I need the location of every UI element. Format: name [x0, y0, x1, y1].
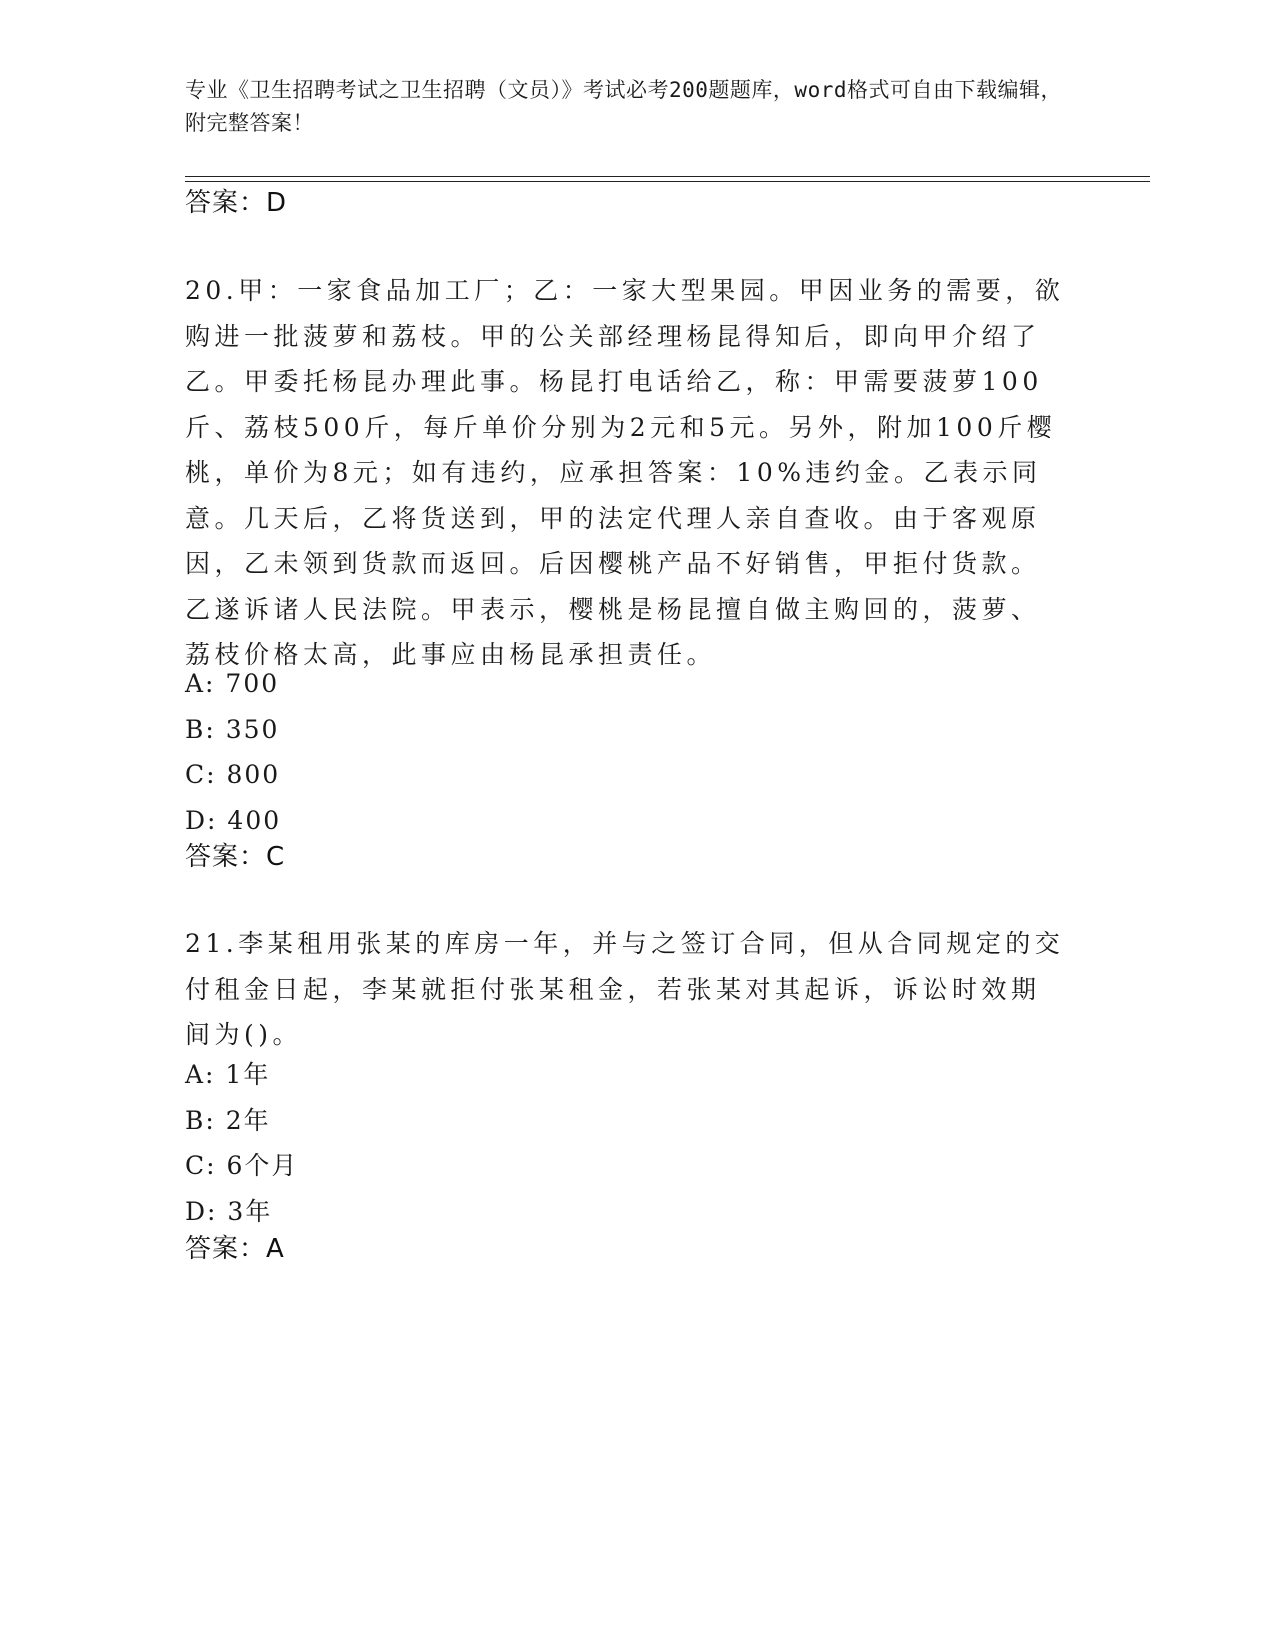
- question-21-options: [185, 1052, 785, 1234]
- question-20-text: 20.甲：一家食品加工厂；乙：一家大型果园。甲因业务的需要，欲购进一批菠萝和荔枝。甲的公关部经理杨昆得知后，即向甲介绍了乙。甲委托杨昆办理此事。杨昆打电话给乙，称：甲需要菠萝100斤、荔枝500斤，每斤单价分别为2元和5元。另外，附加100斤樱桃，单价为8元；如有违约，应承担答案：10%违约金。乙表示同意。几天后，乙将货送到，甲的法定代理人亲自查收。由于客观原因，乙未领到货款而返回。后因樱桃产品不好销售，甲拒付货款。乙遂诉诸人民法院。甲表示，樱桃是杨昆擅自做主购回的，菠萝、荔枝价格太高，此事应由杨昆承担责任。: [185, 276, 1065, 669]
- question-20-option-d: D: 400: [185, 805, 282, 835]
- header-rule-bottom: [185, 181, 1150, 182]
- question-20-option-b: B: 350: [185, 714, 280, 744]
- question-21-option-c: C: 6个月: [185, 1151, 299, 1180]
- question-21-option-d: D: 3年: [185, 1196, 273, 1226]
- question-20-answer: 答案：C: [185, 842, 286, 872]
- question-21-option-a: A: 1年: [185, 1060, 271, 1089]
- question-20-option-c: C: 800: [185, 760, 281, 789]
- question-20-options: [185, 661, 785, 843]
- question-21-text: 21.李某租用张某的库房一年，并与之签订合同，但从合同规定的交付租金日起，李某就拒付张某租金，若张某对其起诉，诉讼时效期间为()。: [185, 929, 1065, 1049]
- question-21-answer: 答案：A: [185, 1234, 285, 1264]
- previous-answer: 答案：D: [185, 188, 288, 218]
- question-20-option-a: A: 700: [185, 669, 280, 698]
- header-rule-top: [185, 176, 1150, 177]
- document-header: 专业《卫生招聘考试之卫生招聘（文员）》考试必考200题题库，word格式可自由下载编辑，附完整答案！: [185, 78, 1062, 135]
- question-21-option-b: B: 2年: [185, 1105, 271, 1135]
